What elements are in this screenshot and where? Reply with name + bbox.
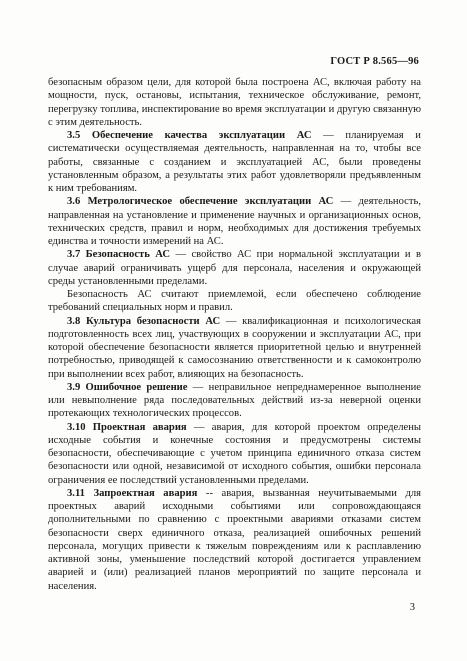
document-body bbox=[48, 76, 421, 593]
term-heading: 3.10 Проектная авария bbox=[67, 421, 187, 433]
paragraph-text: — неправильное непреднамеренное выполнение или невыполнение ряда последовательных действий из-за неверной оценки протекающих технологических процессов. bbox=[48, 381, 422, 420]
paragraph-text: — авария, для которой проектом определены исходные события и конечные состояния и предусмотрены системы безопасности, обеспечивающие с учетом принципа единичного отказа систем безопасности или одной, независимой от исходного события, ошибки персонала ограничения ее последствий установленными пределами. bbox=[48, 421, 422, 486]
paragraph-text: безопасным образом цели, для которой была построена АС, включая работу на мощности, пуск, остановы, испытания, техническое обслуживание, ремонт, перегрузку топлива, инспектирование во время эксплуатации и другую связанную с этим деятельность. bbox=[48, 77, 421, 128]
paragraph-text: — планируемая и систематически осуществляемая деятельность, направленная на то, чтобы все работы, связанные с созданием и эксплуатацией АС, были проведены установленным образом, а результаты этих работ удовлетворяли предъявленным к ним требованиям. bbox=[48, 130, 421, 194]
paragraph-3-7 bbox=[48, 248, 421, 288]
document-code-header: ГОСТ Р 8.565—96 bbox=[330, 56, 419, 67]
paragraph-text: Безопасность АС считают приемлемой, если обеспечено соблюдение требований специальных норм и правил. bbox=[48, 289, 421, 314]
paragraph-3-5 bbox=[48, 129, 421, 195]
term-heading: 3.8 Культура безопасности АС bbox=[67, 315, 221, 327]
term-heading: 3.9 Ошибочное решение bbox=[67, 381, 188, 393]
paragraph-text: — квалификационная и психологическая подготовленность всех лиц, участвующих в сооружении и эксплуатации АС, при которой обеспечение безопасности является приоритетной целью и внутренней потребностью, приводящей к самосознанию ответственности и к самоконтролю при выполнении всех работ, влияющих на безопасность. bbox=[48, 315, 421, 380]
paragraph-3-7-note bbox=[48, 288, 421, 315]
paragraph-3-8 bbox=[48, 315, 421, 381]
page-number: 3 bbox=[409, 602, 415, 613]
term-heading: 3.5 Обеспечение качества эксплуатации АС bbox=[67, 130, 312, 141]
paragraph-text: -- авария, вызванная неучитываемыми для проектных аварий исходными событиями или сопровождающаяся дополнительными по сравнению с проектными авариями отказами систем безопасности сверх единичного отказа, реализацией ошибочных решений персонала, могущих привести к тяжелым повреждениям или к расплавлению активной зоны, уменьшение последствий которой достигается управлением аварией и (или) реализацией планов мероприятий по защите персонала и населения. bbox=[48, 487, 421, 592]
paragraph-text: — деятельность, направленная на установление и применение научных и организационных основ, технических средств, правил и норм, необходимых для достижения требуемых единства и точности измерений на АС. bbox=[48, 196, 421, 247]
paragraph-3-10 bbox=[48, 421, 421, 487]
paragraph-3-6 bbox=[48, 195, 421, 248]
paragraph-continuation bbox=[48, 76, 421, 129]
paragraph-3-11 bbox=[48, 487, 421, 593]
term-heading: 3.11 Запроектная авария bbox=[67, 487, 198, 499]
paragraph-text: — свойство АС при нормальной эксплуатации и в случае аварий ограничивать ущерб для персонала, населения и окружающей среды установленными пределами. bbox=[48, 249, 421, 287]
paragraph-3-9 bbox=[48, 381, 421, 421]
term-heading: 3.6 Метрологическое обеспечение эксплуатации АС bbox=[67, 196, 334, 208]
term-heading: 3.7 Безопасность АС bbox=[67, 249, 171, 261]
